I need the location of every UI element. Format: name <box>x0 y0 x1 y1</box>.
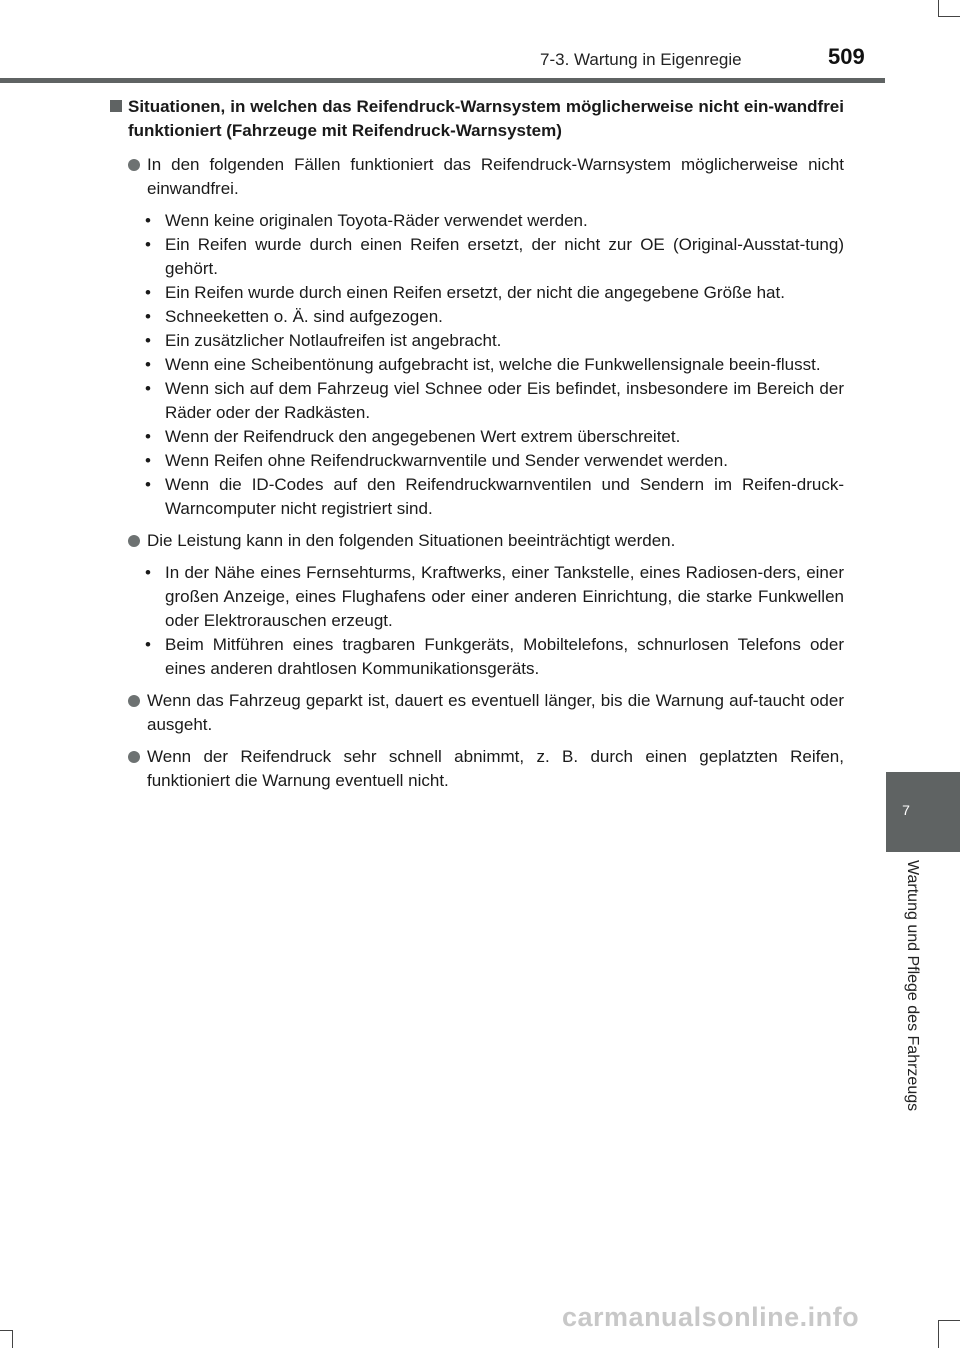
point-1 <box>110 153 844 201</box>
list-item: • Wenn eine Scheibentönung aufgebracht ist, welche die Funkwellensignale beein-flusst. <box>164 353 844 377</box>
crop-mark <box>12 1330 13 1348</box>
point-1-list <box>110 209 844 521</box>
list-item: • Wenn der Reifendruck den angegebenen Wert extrem überschreitet. <box>164 425 844 449</box>
list-item: • In der Nähe eines Fernsehturms, Kraftwerks, einer Tankstelle, eines Radiosen-ders, einer großen Anzeige, eines Flughafens oder einer anderen Einrichtung, die starke Funkwellen oder Elektrorauschen erzeugt. <box>145 563 844 630</box>
watermark: carmanualsonline.info <box>562 1302 860 1332</box>
bullet-icon: • <box>145 283 151 302</box>
bullet-icon: • <box>145 379 151 398</box>
bullet-icon: • <box>145 355 151 374</box>
bullet-icon: • <box>145 211 151 230</box>
chapter-tab[interactable] <box>886 772 960 852</box>
crop-mark <box>938 1320 939 1348</box>
point-3-text: Wenn das Fahrzeug geparkt ist, dauert es eventuell länger, bis die Warnung auf-taucht oder ausgeht. <box>147 691 844 734</box>
list-item: • Ein Reifen wurde durch einen Reifen ersetzt, der nicht die angegebene Größe hat. <box>164 281 844 305</box>
page-header <box>0 0 960 90</box>
bullet-icon: • <box>145 475 151 494</box>
bullet-icon: • <box>145 635 151 654</box>
list-item: • Ein Reifen wurde durch einen Reifen ersetzt, der nicht zur OE (Original-Ausstat-tung) gehört. <box>145 235 844 278</box>
chapter-title: Wartung und Pflege des Fahrzeugs <box>904 860 921 1112</box>
section-heading <box>110 95 844 143</box>
header-rule <box>0 78 885 83</box>
point-2-text: Die Leistung kann in den folgenden Situationen beeinträchtigt werden. <box>147 531 676 550</box>
section-label: 7-3. Wartung in Eigenregie <box>540 50 742 69</box>
square-bullet-icon <box>110 100 122 112</box>
page-number: 509 <box>828 44 865 69</box>
bullet-icon: • <box>145 427 151 446</box>
point-4-text: Wenn der Reifendruck sehr schnell abnimmt, z. B. durch einen geplatzten Reifen, funktioniert die Warnung eventuell nicht. <box>147 747 844 790</box>
point-3 <box>110 689 844 737</box>
crop-mark <box>938 16 960 17</box>
crop-mark <box>938 1320 960 1321</box>
list-item: • Wenn sich auf dem Fahrzeug viel Schnee oder Eis befindet, insbesondere im Bereich der Räder oder der Radkästen. <box>145 379 844 422</box>
list-item: • Wenn Reifen ohne Reifendruckwarnventile und Sender verwendet werden. <box>164 449 844 473</box>
bullet-icon: • <box>145 307 151 326</box>
bullet-icon: • <box>145 563 151 582</box>
list-item: • Wenn keine originalen Toyota-Räder verwendet werden. <box>164 209 844 233</box>
chapter-number: 7 <box>902 802 910 818</box>
circle-bullet-icon <box>128 159 140 171</box>
content-body <box>110 95 844 801</box>
bullet-icon: • <box>145 331 151 350</box>
circle-bullet-icon <box>128 535 140 547</box>
list-item: • Ein zusätzlicher Notlaufreifen ist angebracht. <box>164 329 844 353</box>
list-item: • Schneeketten o. Ä. sind aufgezogen. <box>164 305 844 329</box>
circle-bullet-icon <box>128 751 140 763</box>
circle-bullet-icon <box>128 695 140 707</box>
crop-mark <box>0 1330 12 1331</box>
point-4 <box>110 745 844 793</box>
list-item: • Wenn die ID-Codes auf den Reifendruckwarnventilen und Sendern im Reifen-druck-Warncomputer nicht registriert sind. <box>145 475 844 518</box>
point-2-list <box>110 561 844 681</box>
list-item: • Beim Mitführen eines tragbaren Funkgeräts, Mobiltelefons, schnurlosen Telefons oder eines anderen drahtlosen Kommunikationsgeräts. <box>145 635 844 678</box>
section-heading-text: Situationen, in welchen das Reifendruck-Warnsystem möglicherweise nicht ein-wandfrei funktioniert (Fahrzeuge mit Reifendruck-Warnsystem) <box>128 97 844 140</box>
point-1-text: In den folgenden Fällen funktioniert das Reifendruck-Warnsystem möglicherweise nicht einwandfrei. <box>147 155 844 198</box>
crop-mark <box>938 0 939 16</box>
point-2 <box>110 529 844 553</box>
bullet-icon: • <box>145 235 151 254</box>
bullet-icon: • <box>145 451 151 470</box>
